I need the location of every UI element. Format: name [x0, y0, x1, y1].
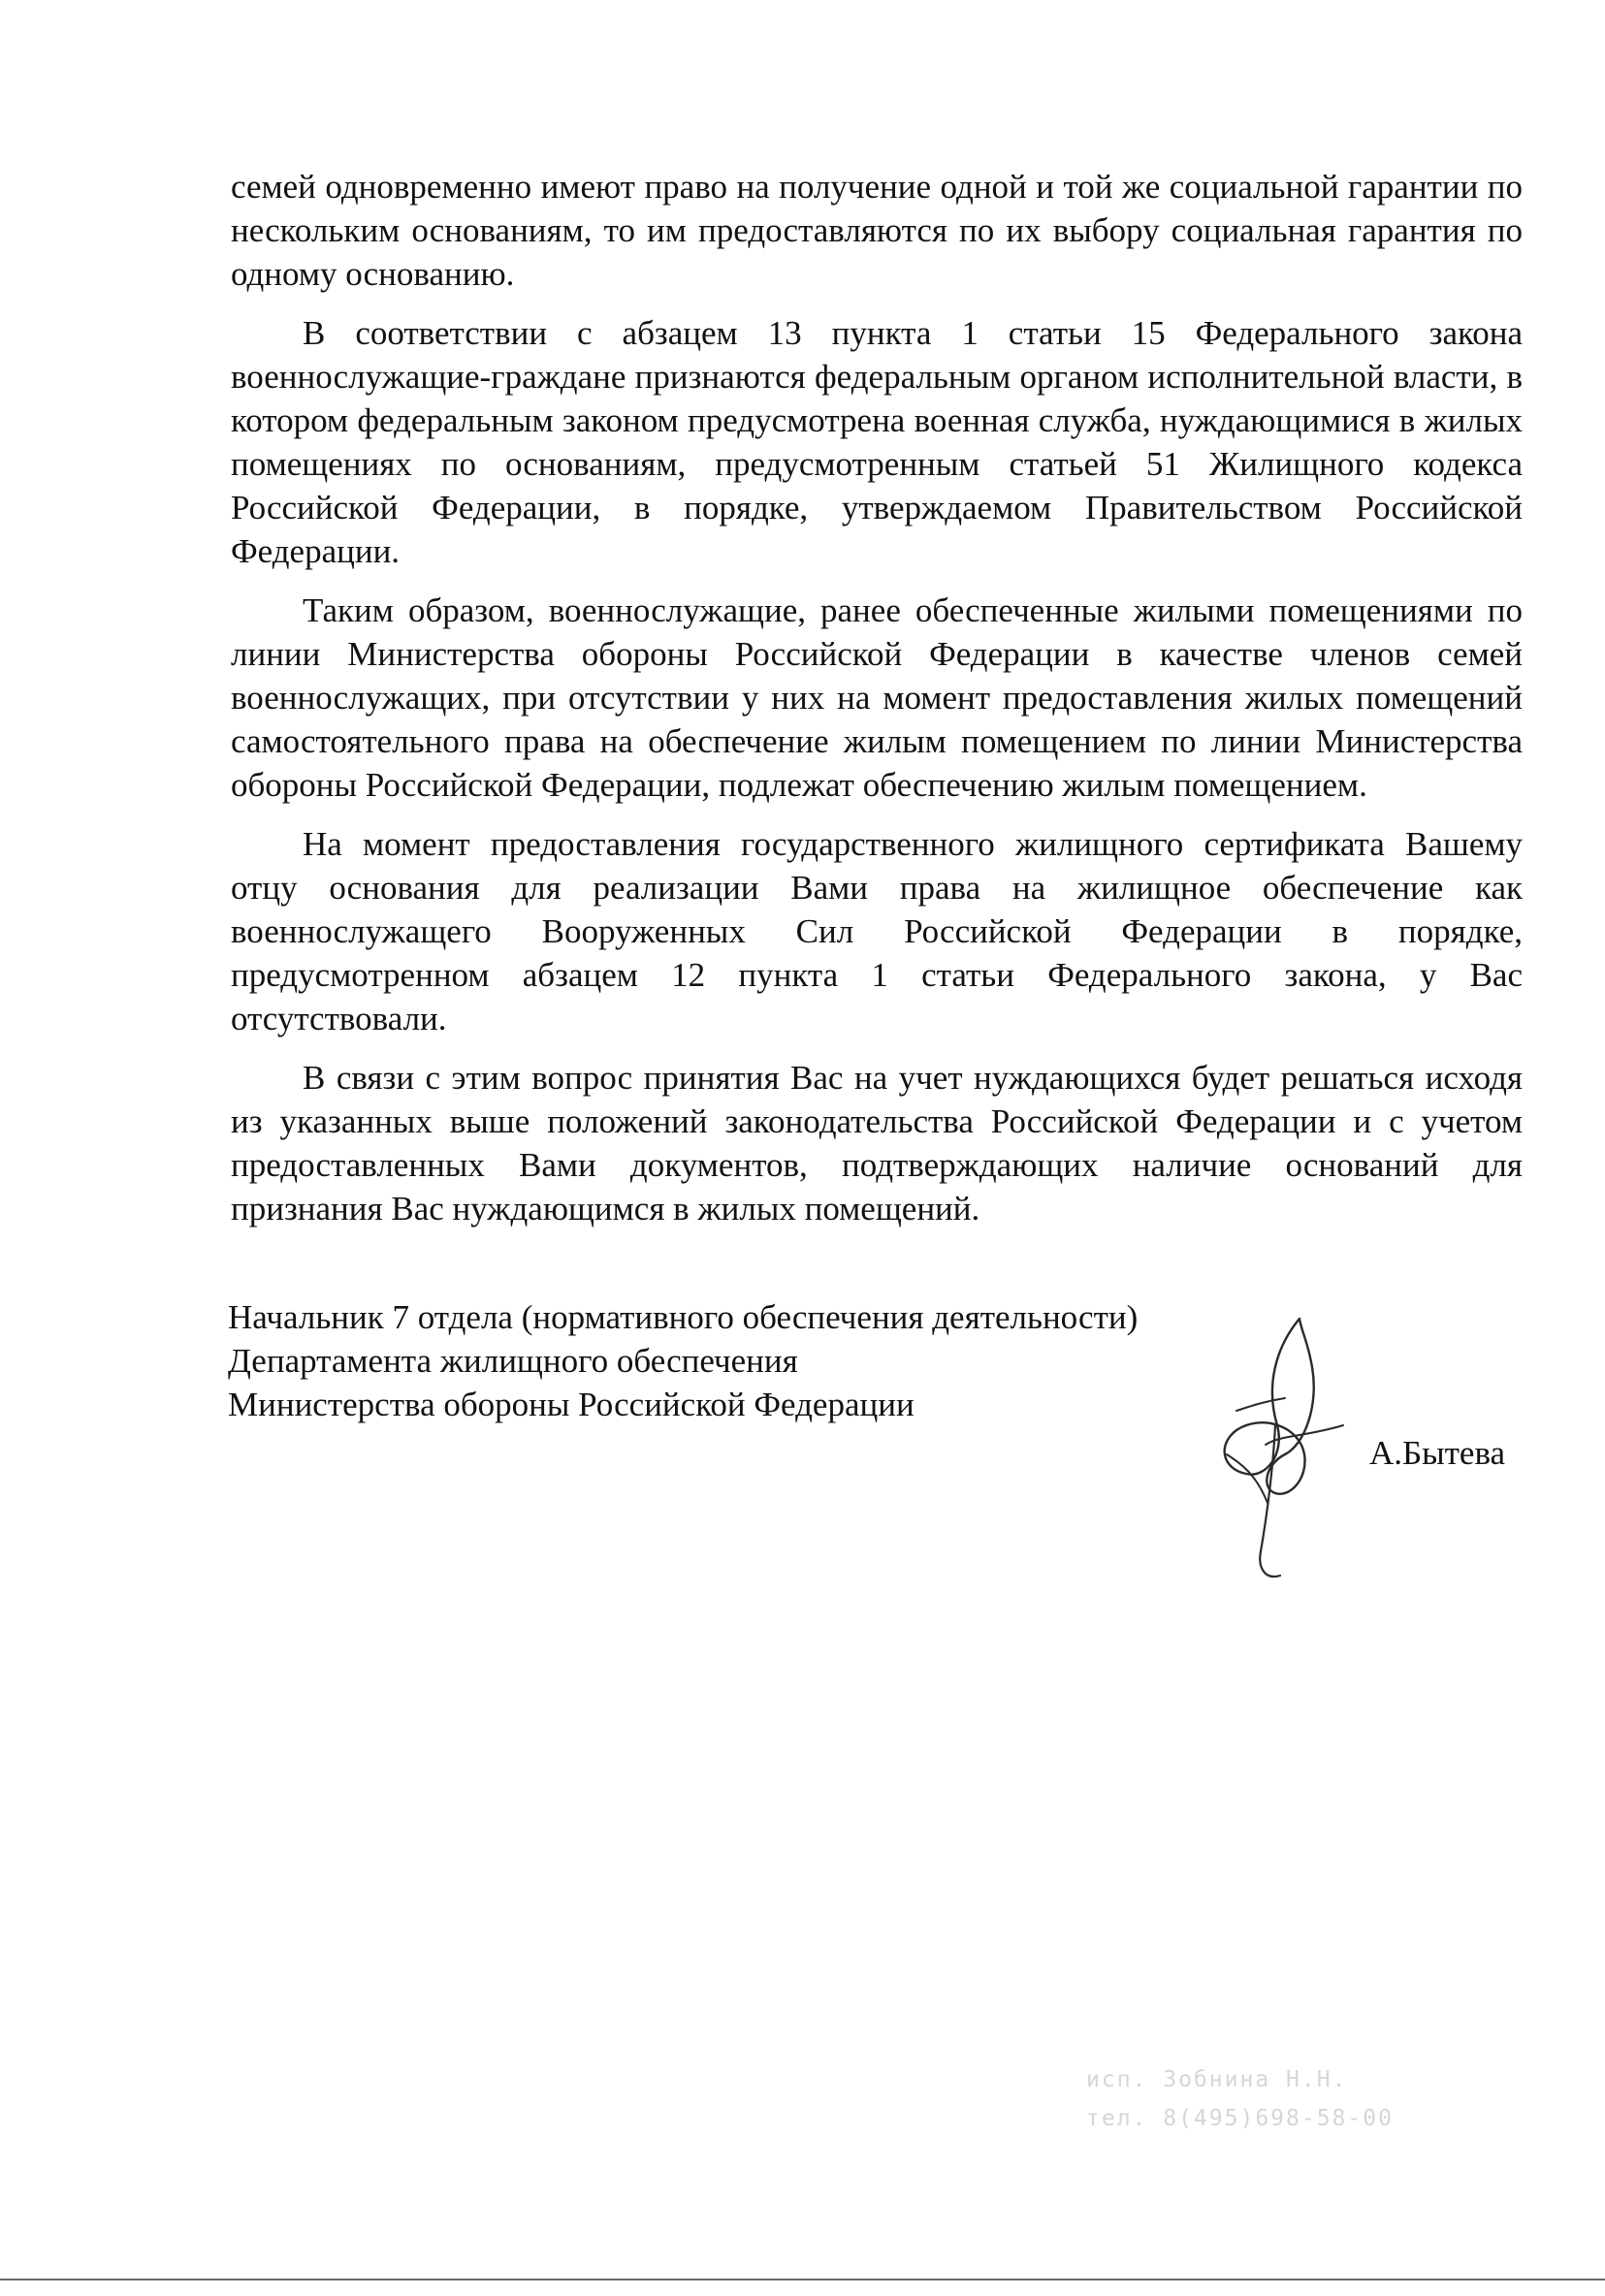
executor-name: исп. Зобнина Н.Н. — [1086, 2067, 1348, 2092]
paragraph-certificate: На момент предоставления государственного жилищного сертификата Вашему отцу основания для реализации Вами права на жилищное обеспечение как военнослужащего Вооруженных Сил Российской Федерации в порядке, предусмотренном абзацем 12 пункта 1 статьи Федерального закона, у Вас отсутствовали. — [231, 825, 1523, 1037]
signer-name: А.Бытева — [1369, 1434, 1506, 1472]
signer-position-line-2: Департамента жилищного обеспечения — [228, 1342, 798, 1380]
signature-position-block — [228, 1295, 1295, 1426]
paragraph-housing-law: В соответствии с абзацем 13 пункта 1 статьи 15 Федерального закона военнослужащие-граждане признаются федеральным органом исполнительной власти, в котором федеральным законом предусмотрена военная служба, нуждающимися в жилых помещениях по основаниям, предусмотренным статьей 51 Жилищного кодекса Российской Федерации, в порядке, утверждаемом Правительством Российской Федерации. — [231, 314, 1523, 570]
executor-stamp — [1086, 2060, 1394, 2138]
executor-phone: тел. 8(495)698-58-00 — [1086, 2106, 1394, 2131]
paragraph-decision: В связи с этим вопрос принятия Вас на учет нуждающихся будет решаться исходя из указанных выше положений законодательства Российской Федерации и с учетом предоставленных Вами документов, подтверждающих наличие оснований для признания Вас нуждающимся в жилых помещений. — [231, 1059, 1523, 1228]
handwritten-signature — [1207, 1309, 1348, 1590]
page-bottom-edge — [0, 2279, 1605, 2280]
signer-position-line-1: Начальник 7 отдела (нормативного обеспечения деятельности) — [228, 1298, 1139, 1336]
paragraph-conclusion: Таким образом, военнослужащие, ранее обеспеченные жилыми помещениями по линии Министерства обороны Российской Федерации в качестве членов семей военнослужащих, при отсутствии у них на момент предоставления жилых помещений самостоятельного права на обеспечение жилым помещением по линии Министерства обороны Российской Федерации, подлежат обеспечению жилым помещением. — [231, 591, 1523, 804]
signer-position-line-3: Министерства обороны Российской Федерации — [228, 1386, 915, 1423]
paragraph-continuation: семей одновременно имеют право на получение одной и той же социальной гарантии по нескольким основаниям, то им предоставляются по их выбору социальная гарантия по одному основанию. — [231, 168, 1523, 293]
letter-body — [231, 165, 1523, 1246]
